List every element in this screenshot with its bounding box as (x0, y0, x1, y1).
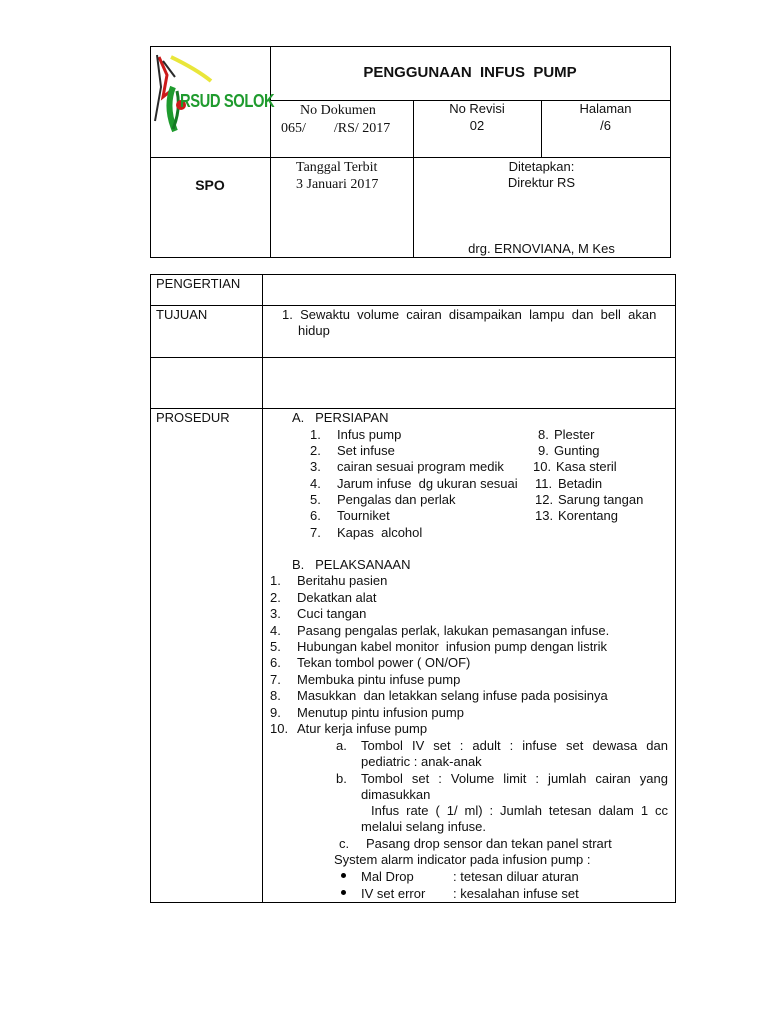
section-prosedur: PROSEDUR (156, 410, 230, 425)
bullet-icon (341, 890, 346, 895)
tanggal-terbit-value: 3 Januari 2017 (296, 177, 379, 192)
ditetapkan-value: Direktur RS (507, 175, 576, 190)
list-number: 4. (310, 476, 321, 491)
list-item: Betadin (558, 476, 603, 491)
no-revisi-value: 02 (469, 118, 485, 133)
step-text: Beritahu pasien (297, 573, 388, 588)
sub-a-line-2: pediatric : anak-anak (361, 754, 482, 769)
step-number: 4. (270, 623, 281, 638)
list-number: 11. (535, 476, 553, 491)
halaman-value: /6 (600, 118, 611, 133)
step-number: 7. (270, 672, 281, 687)
sub-b-line-2: dimasukkan (361, 787, 431, 802)
document-title: PENGGUNAAN INFUS PUMP (363, 64, 577, 81)
step-number: 5. (270, 639, 281, 654)
list-item: Korentang (558, 508, 618, 523)
list-item: Tourniket (337, 508, 390, 523)
list-number: 1. (310, 427, 321, 442)
alarm-desc: : tetesan diluar aturan (453, 869, 579, 884)
no-revisi-label: No Revisi (449, 101, 505, 116)
step-number: 10. (270, 721, 289, 736)
alarm-intro: System alarm indicator pada infusion pump : (334, 852, 591, 867)
step-text: Pasang pengalas perlak, lakukan pemasangan infuse. (297, 623, 610, 638)
list-number: 2. (310, 443, 321, 458)
step-text: Tekan tombol power ( ON/OF) (297, 655, 471, 670)
list-number: 7. (310, 525, 321, 540)
tanggal-terbit-label: Tanggal Terbit (296, 160, 378, 175)
signatory-name: drg. ERNOVIANA, M Kes (468, 241, 615, 256)
step-text: Menutup pintu infusion pump (297, 705, 464, 720)
bullet-icon (341, 873, 346, 878)
list-item: Infus pump (337, 427, 402, 442)
pelaksanaan-heading: B. PELAKSANAAN (292, 557, 411, 572)
step-text: Masukkan dan letakkan selang infuse pada posisinya (297, 688, 608, 703)
step-number: 1. (270, 573, 281, 588)
halaman-label: Halaman (579, 101, 632, 116)
sub-c-text: Pasang drop sensor dan tekan panel strart (366, 836, 612, 851)
list-item: Kasa steril (556, 459, 617, 474)
no-dokumen-value: 065/ /RS/ 2017 (281, 121, 391, 136)
sub-a-line-1: Tombol IV set : adult : infuse set dewasa dan (361, 738, 668, 753)
list-item: Set infuse (337, 443, 395, 458)
list-number: 3. (310, 459, 321, 474)
section-pengertian: PENGERTIAN (156, 276, 241, 291)
list-item: Pengalas dan perlak (337, 492, 456, 507)
step-text: Cuci tangan (297, 606, 367, 621)
step-number: 9. (270, 705, 281, 720)
tujuan-line-1: 1. Sewaktu volume cairan disampaikan lampu dan bell akan (282, 307, 657, 322)
spo-label: SPO (195, 177, 225, 193)
sub-b-line-3: Infus rate ( 1/ ml) : Jumlah tetesan dalam 1 cc (371, 803, 668, 818)
step-text: Membuka pintu infuse pump (297, 672, 461, 687)
list-number: 9. (538, 443, 549, 458)
step-text: Atur kerja infuse pump (297, 721, 428, 736)
ditetapkan-label: Ditetapkan: (508, 159, 575, 174)
tujuan-line-2: hidup (298, 323, 330, 338)
list-number: 6. (310, 508, 321, 523)
alarm-name: Mal Drop (361, 869, 414, 884)
step-number: 8. (270, 688, 281, 703)
list-item: Plester (554, 427, 595, 442)
no-dokumen-label: No Dokumen (300, 103, 376, 118)
sub-b-line-1: Tombol set : Volume limit : jumlah cairan yang (361, 771, 668, 786)
list-number: 13. (535, 508, 554, 523)
alarm-name: IV set error (361, 886, 426, 901)
step-text: Hubungan kabel monitor infusion pump dengan listrik (297, 639, 608, 654)
persiapan-heading: A. PERSIAPAN (292, 410, 389, 425)
step-number: 2. (270, 590, 281, 605)
step-number: 6. (270, 655, 281, 670)
step-text: Dekatkan alat (297, 590, 377, 605)
sub-a-label: a. (336, 738, 347, 753)
list-number: 10. (533, 459, 552, 474)
sub-c-label: c. (339, 836, 350, 851)
sub-b-label: b. (336, 771, 347, 786)
logo-text: RSUD SOLOK (180, 91, 275, 111)
section-tujuan: TUJUAN (156, 307, 208, 322)
list-item: cairan sesuai program medik (337, 459, 504, 474)
list-number: 12. (535, 492, 554, 507)
alarm-desc: : kesalahan infuse set (453, 886, 579, 901)
list-item: Sarung tangan (558, 492, 644, 507)
list-number: 8. (538, 427, 549, 442)
step-number: 3. (270, 606, 281, 621)
list-item: Jarum infuse dg ukuran sesuai (337, 476, 518, 491)
list-item: Gunting (554, 443, 600, 458)
list-number: 5. (310, 492, 321, 507)
list-item: Kapas alcohol (337, 525, 423, 540)
sub-b-line-4: melalui selang infuse. (361, 819, 487, 834)
